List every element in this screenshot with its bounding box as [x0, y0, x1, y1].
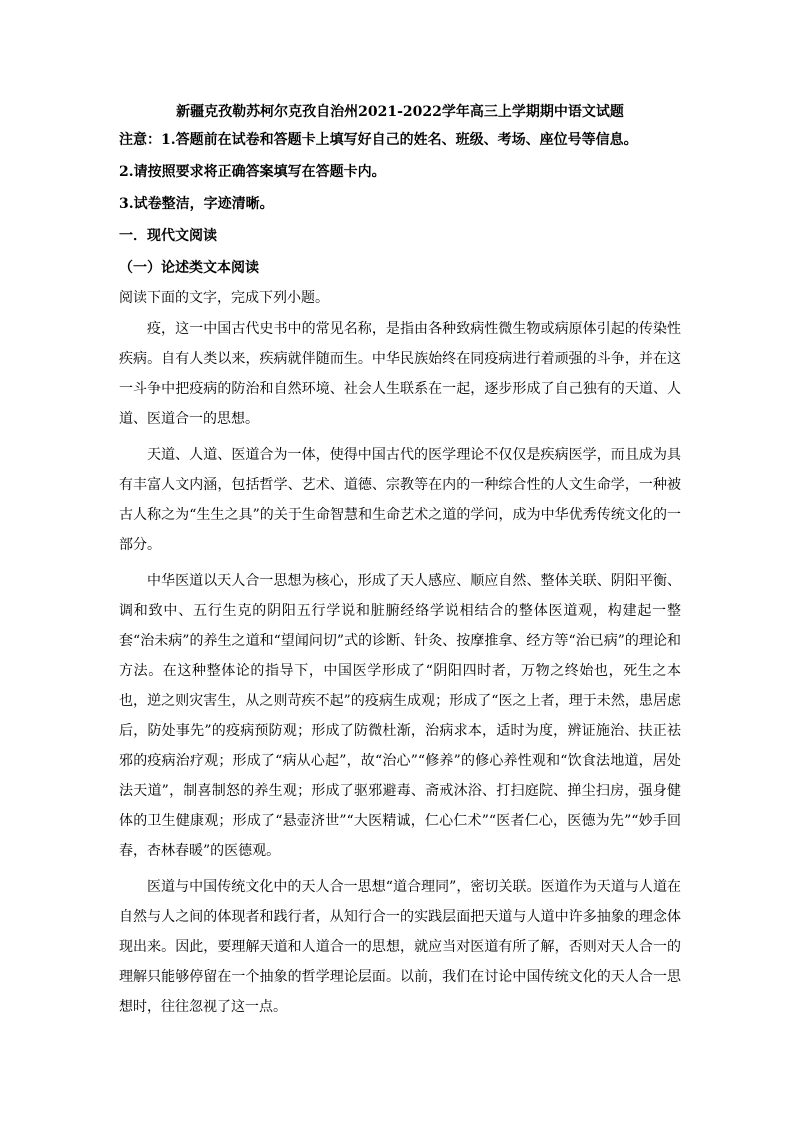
exam-page [119, 92, 681, 1022]
subsection-heading: （一）论述类文本阅读 [119, 260, 259, 276]
paragraph-4: 医道与中国传统文化中的天人合一思想“道合理同”，密切关联。医道作为天道与人道在自然与人之间的体现者和践行者，从知行合一的实践层面把天道与人道中许多抽象的理念体现出来。因此，要理解天道和人道合一的思想，就应当对医道有所了解，否则对天人合一的理解只能够停留在一个抽象的哲学理论层面。以前，我们在讨论中国传统文化的天人合一思想时，往往忽视了这一点。 [119, 879, 681, 1015]
paragraph-2: 天道、人道、医道合为一体，使得中国古代的医学理论不仅仅是疾病医学，而且成为具有丰富人文内涵，包括哲学、艺术、道德、宗教等在内的一种综合性的人文生命学，一种被古人称之为“生生之具”的关于生命智慧和生命艺术之道的学问，成为中华优秀传统文化的一部分。 [119, 447, 681, 553]
section-heading: 一．现代文阅读 [119, 228, 217, 244]
note-3: 3.试卷整洁，字迹清晰。 [119, 196, 274, 212]
note-1: 注意：1.答题前在试卷和答题卡上填写好自己的姓名、班级、考场、座位号等信息。 [119, 132, 638, 148]
paragraph-1: 疫，这一中国古代史书中的常见名称，是指由各种致病性微生物或病原体引起的传染性疾病。自有人类以来，疾病就伴随而生。中华民族始终在同疫病进行着顽强的斗争，并在这一斗争中把疫病的防治和自然环境、社会人生联系在一起，逐步形成了自己独有的天道、人道、医道合一的思想。 [119, 321, 681, 427]
paragraph-3: 中华医道以天人合一思想为核心，形成了天人感应、顺应自然、整体关联、阴阳平衡、调和致中、五行生克的阴阳五行学说和脏腑经络学说相结合的整体医道观，构建起一整套“治未病”的养生之道和“望闻问切”式的诊断、针灸、按摩推拿、经方等“治已病”的理论和方法。在这种整体论的指导下，中国医学形成了“阴阳四时者，万物之终始也，死生之本也，逆之则灾害生，从之则苛疾不起”的疫病生成观；形成了“医之上者，理于未然，患居虑后，防处事先”的疫病预防观；形成了防微杜渐，治病求本，适时为度，辨证施治、扶正祛邪的疫病治疗观；形成了“病从心起”，故“治心”“修养”的修心养性观和“饮食法地道，居处法天道”，制喜制怒的养生观；形成了驱邪避毒、斋戒沐浴、打扫庭院、掸尘扫房，强身健体的卫生健康观；形成了“悬壶济世”“大医精诚，仁心仁术”“医者仁心，医德为先”“妙手回春，杏林春暖”的医德观。 [119, 573, 681, 859]
reading-instruction: 阅读下面的文字，完成下列小题。 [119, 290, 329, 306]
exam-title: 新疆克孜勒苏柯尔克孜自治州2021-2022学年高三上学期期中语文试题 [176, 104, 624, 120]
note-2: 2.请按照要求将正确答案填写在答题卡内。 [119, 164, 386, 180]
